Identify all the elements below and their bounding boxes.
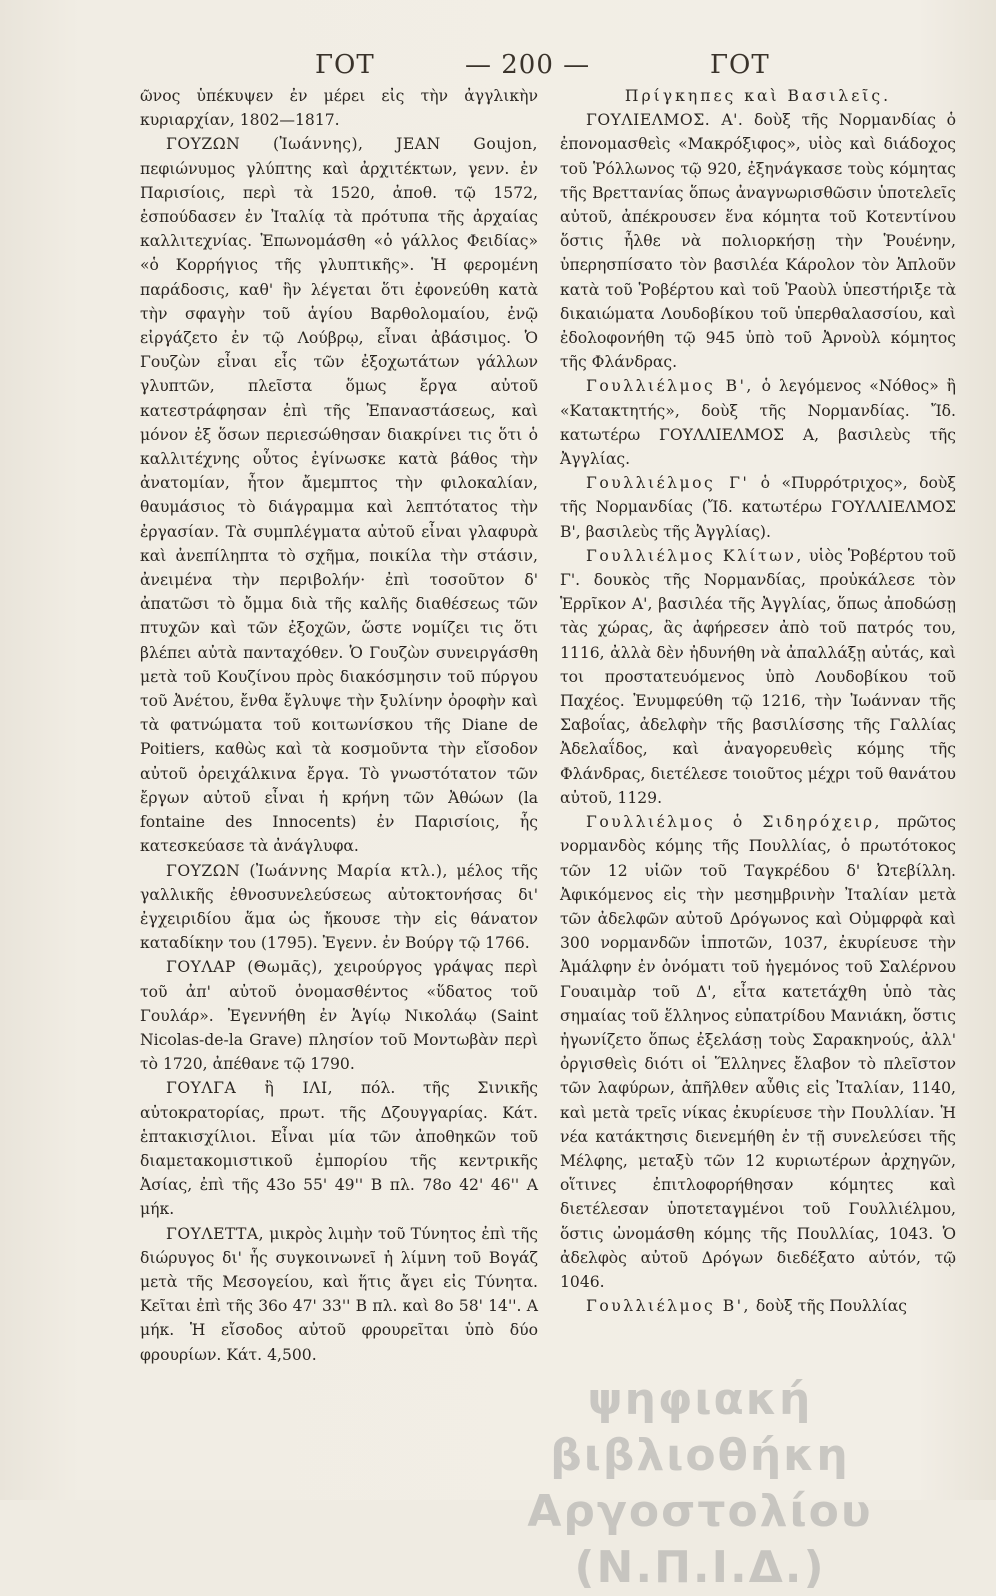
entry-guillaume-2-apulia [560, 1294, 956, 1318]
entry-text: ὁ λεγόμενος «Νόθος» ἢ «Κατακτητής», δοὺξ τῆς Νορμανδίας. Ἴδ. κατωτέρω ΓΟΥΛΛΙΕΛΜΟΣ Α, βασιλεὺς τῆς Ἀγγλίας. [560, 377, 956, 469]
entry-continuation [140, 84, 538, 132]
entry-text: μέλος τῆς γαλλικῆς ἐθνοσυνελεύσεως αὐτοκτονήσας δι' ἐγχειριδίου ἅμα ὡς ἤκουσε τὴν εἰς θάνατον καταδίκην του (1795). Ἐγενν. ἐν Βούργ τῷ 1766. [140, 861, 538, 953]
entry-guillaume-1 [560, 108, 956, 374]
entry-headword: ΓΟΥΛΓΑ ἢ ΙΛΙ, [166, 1079, 334, 1098]
entry-text: πρῶτος νορμανδὸς κόμης τῆς Πουλλίας, ὁ πρωτότοκος τῶν 12 υἱῶν τοῦ Ταγκρέδου δ' Ὠτεβίλλη. Ἀφικόμενος εἰς τὴν μεσημβρινὴν Ἰταλίαν μετὰ τῶν ἀδελφῶν αὐτοῦ Δρόγωνος καὶ Οὐμφρφὰ καὶ 300 νορμανδῶν ἱπποτῶν, 1037, ἐκυρίευσε τὴν Ἀμάλφην ἐν ὀνόματι τοῦ ἡγεμόνος τοῦ Σαλέρνου Γουαιμὰρ τοῦ Δ', εἶτα κατετάχθη ὑπὸ τὰς σημαίας τοῦ ἕλληνος εὐπατρίδου Μανιάκη, ὅστις ἠγωνίζετο ὅπως ἐξελάσῃ τοὺς Σαρακηνούς, ἀλλ' ὀργισθεὶς διότι οἱ Ἕλληνες ἔλαβον τὸ πλεῖστον τῶν λαφύρων, ἀπῆλθεν αὖθις εἰς Ἰταλίαν, 1140, καὶ μετὰ τρεῖς νίκας ἐκυρίευσε τὴν Πουλλίαν. Ἡ νέα κατάκτησις διενεμήθη ἐν τῇ συνελεύσει τῆς Μέλφης, μεταξὺ τῶν 12 κυριωτέρων ἀρχηγῶν, οἵτινες ἐπιτλοφορήθησαν κόμητες καὶ διετέλεσαν ὑποτεταγμένοι τοῦ Γουλλιέλμου, ὅστις ὠνομάσθη κόμης τῆς Πουλλίας, 1043. Ὁ ἀδελφὸς αὐτοῦ Δρόγων διεδέξατο αὐτόν, τῷ 1046. [560, 813, 956, 1291]
entry-headword: ΓΟΥΖΩΝ (Ἰωάννης Μαρία κτλ.), [166, 861, 448, 880]
entry-goletta [140, 1222, 538, 1367]
entry-goulga [140, 1076, 538, 1221]
entry-guillaume-bras-de-fer [560, 810, 956, 1294]
entry-guillaume-3 [560, 471, 956, 544]
header-left-guide-word: ΓΟΤ [315, 50, 375, 80]
entry-guillaume-2 [560, 374, 956, 471]
right-column [560, 84, 956, 1318]
entry-text: πεφιώνυμος γλύπτης καὶ ἀρχιτέκτων, γενν. ἐν Παρισίοις, περὶ τὰ 1520, ἀποθ. τῷ 1572, ἐσπούδασεν ἐν Ἰταλίᾳ τὰ πρότυπα τῆς ἀρχαίας καλλιτεχνίας. Ἐπωνομάσθη «ὁ γάλλος Φειδίας» «ὁ Κορρήγιος τῆς γλυπτικῆς». Ἡ φερομένη παράδοσις, καθ' ἣν λέγεται ὅτι ἐφονεύθη κατὰ τὴν σφαγὴν τοῦ ἁγίου Βαρθολομαίου, ἐνῷ εἰργάζετο ἐν τῷ Λούβρῳ, εἶναι ἀβάσιμος. Ὁ Γουζὼν εἶναι εἷς τῶν ἐξοχωτάτων γάλλων γλυπτῶν, πλεῖστα ὅμως ἔργα αὐτοῦ κατεστράφησαν ἐπὶ τῆς Ἐπαναστάσεως, καὶ μόνον ἐξ ὅσων περιεσώθησαν διακρίνει τις ὅτι ὁ καλλιτέχνης οὗτος ἐγίνωσκε κατὰ βάθος τὴν ἀνατομίαν, ἦτον ἄμεμπτος τὴν φιλοκαλίαν, θαυμάσιος τὸ διάγραμμα καὶ λεπτότατος τὴν ἐργασίαν. Τὰ συμπλέγματα αὐτοῦ εἶναι γλαφυρὰ καὶ ἀνεπίληπτα τὸ σχῆμα, ποικίλα τὴν στάσιν, ἀνειμένα τὴν περιβολήν· ἐπὶ τοσοῦτον δ' ἀπατῶσι τὸ ὄμμα διὰ τῆς καλῆς διαθέσεως τῶν πτυχῶν καὶ τῶν ἐξοχῶν, ὥστε νομίζει τις ὅτι βλέπει αὐτὰ πανταχόθεν. Ὁ Γουζὼν συνειργάσθη μετὰ τοῦ Κουζίνου πρὸς διακόσμησιν τοῦ πύργου τοῦ Ἀνέτου, ἔνθα ἔγλυψε τὴν ξυλίνην ὀροφὴν καὶ τὰ φατνώματα τοῦ κοιτωνίσκου τῆς Diane de Poitiers, καθὼς καὶ τὰ κοσμοῦντα τὴν εἴσοδον αὐτοῦ ὀρειχάλκινα ἔργα. Τὸ γνωστότατον τῶν ἔργων αὐτοῦ εἶναι ἡ κρήνη τῶν Ἀθώων (la fontaine des Innocents) ἐν Παρισίοις, ἧς κατεσκεύασε τὰ ἀνάγλυφα. [140, 159, 538, 856]
entry-text: μικρὸς λιμὴν τοῦ Τύνητος ἐπὶ τῆς διώρυγος δι' ἧς συγκοινωνεῖ ἡ λίμνη τοῦ Βογάζ μετὰ τῆς Μεσογείου, καὶ ἥτις ἄγει εἰς Τύνητα. Κεῖται ἐπὶ τῆς 36ο 47' 33'' Β πλ. καὶ 8ο 58' 14''. Α μήκ. Ἡ εἴσοδος αὐτοῦ φρουρεῖται ὑπὸ δύο φρουρίων. Κάτ. 4,500. [140, 1224, 538, 1364]
header-right-guide-word: ΓΟΤ [710, 50, 770, 80]
entry-text: δοὺξ τῆς Νορμανδίας ὁ ἐπονομασθεὶς «Μακρόξιφος», υἱὸς καὶ διάδοχος τοῦ Ῥόλλωνος τῷ 920, ἐξηνάγκασε τοὺς κόμητας τῆς Βρεττανίας ὅπως ἀναγνωρισθῶσιν ὑποτελεῖς αὐτοῦ, ἀπέκρουσεν ἕνα κόμητα τοῦ Κοτεντίνου ὅστις ἦλθε νὰ πολιορκήσῃ τὴν Ῥουένην, ὑπερησπίσατο τὸν βασιλέα Κάρολον τὸν Ἁπλοῦν κατὰ τοῦ Ῥοβέρτου καὶ τοῦ Ῥαοὺλ ὑπεστήριξε τὰ δικαιώματα Λουδοβίκου τοῦ ὑπερθαλασσίου, καὶ ἐδολοφονήθη τῷ 945 ὑπὸ τοῦ Ἀρνοὺλ κόμητος τῆς Φλάνδρας. [560, 111, 956, 372]
watermark-line: Αργοστολίου (Ν.Π.Ι.Δ.) [527, 1486, 873, 1593]
left-column [140, 84, 538, 1367]
entry-text: δοὺξ τῆς Πουλλίας [755, 1297, 907, 1316]
entry-headword: Γουλλιέλμος Β', [586, 1297, 751, 1316]
entry-headword: Γουλλιέλμος Β', [586, 377, 754, 396]
entry-text: πόλ. τῆς Σινικῆς αὐτοκρατορίας, πρωτ. τῆς Δζουγγαρίας. Κάτ. ἑπτακισχίλιοι. Εἶναι μία τῶν ἀποθηκῶν τοῦ διαμετακομιστικοῦ ἐμπορίου τῆς κεντρικῆς Ἀσίας, ἐπὶ τῆς 43ο 55' 49'' Β πλ. 78ο 42' 46'' Α μήκ. [140, 1079, 538, 1219]
entry-text: υἱὸς Ῥοβέρτου τοῦ Γ'. δουκὸς τῆς Νορμανδίας, προὐκάλεσε τὸν Ἑρρῖκον Α', βασιλέα τῆς Ἀγγλίας, ὅπως ἀποδώσῃ τὰς χώρας, ἃς ἀφήρεσεν ἀπὸ τοῦ πατρός του, 1116, ἀλλὰ δὲν ἠδυνήθη νὰ ἀπαλλάξῃ αὐτάς, καὶ τοι προστατευόμενος ὑπὸ Λουδοβίκου τοῦ Παχέος. Ἐνυμφεύθη τῷ 1216, τὴν Ἰωάνναν τῆς Σαβοΐας, ἀδελφὴν τῆς βασιλίσσης τῆς Γαλλίας Ἀδελαΐδος, καὶ ἀναγορευθεὶς κόμης τῆς Φλάνδρας, διετέλεσε τοιοῦτος μέχρι τοῦ θανάτου αὐτοῦ, 1129. [560, 546, 957, 807]
entry-headword: Γουλλιέλμος Κλίτων, [586, 546, 804, 565]
entry-goujon-jean-marie [140, 859, 538, 956]
entry-text: ὁ «Πυρρότριχος», δοὺξ τῆς Νορμανδίας (Ἴδ. κατωτέρω ΓΟΥΛΛΙΕΛΜΟΣ Β', βασιλεὺς τῆς Ἀγγλίας). [560, 474, 956, 541]
entry-headword: ΓΟΥΖΩΝ (Ἰωάννης), JEAN Goujon, [166, 135, 538, 154]
entry-headword: Γουλλιέλμος ὁ Σιδηρόχειρ, [586, 813, 883, 832]
entry-text: χειρούργος γράψας περὶ τοῦ ἀπ' αὐτοῦ ὀνομασθέντος «ὕδατος τοῦ Γουλάρ». Ἐγεννήθη ἐν Ἁγίῳ Νικολάῳ (Saint Nicolas-de-la Grave) πλησίον τοῦ Μοντωβὰν περὶ τὸ 1720, ἀπέθανε τῷ 1790. [140, 958, 538, 1074]
entry-goulard [140, 955, 538, 1076]
entry-goujon-jean [140, 132, 538, 858]
entry-headword: ΓΟΥΛΑΡ (Θωμᾶς), [166, 958, 324, 977]
entry-text: ῶνος ὑπέκυψεν ἐν μέρει εἰς τὴν ἀγγλικὴν κυριαρχίαν, 1802—1817. [140, 87, 538, 130]
entry-guillaume-cliton [560, 544, 956, 810]
entry-headword: ΓΟΥΛΙΕΛΜΟΣ. Α'. [586, 111, 744, 130]
section-subheading: Πρίγκηπες καὶ Βασιλεῖς. [624, 87, 892, 105]
entry-headword: ΓΟΥΛΕΤΤΑ, [166, 1224, 265, 1243]
entry-headword: Γουλλιέλμος Γ' [586, 474, 750, 493]
page-number: — 200 — [465, 50, 591, 80]
watermark-line: ψηφιακή βιβλιοθήκη [550, 1374, 850, 1481]
library-watermark [430, 1372, 970, 1593]
